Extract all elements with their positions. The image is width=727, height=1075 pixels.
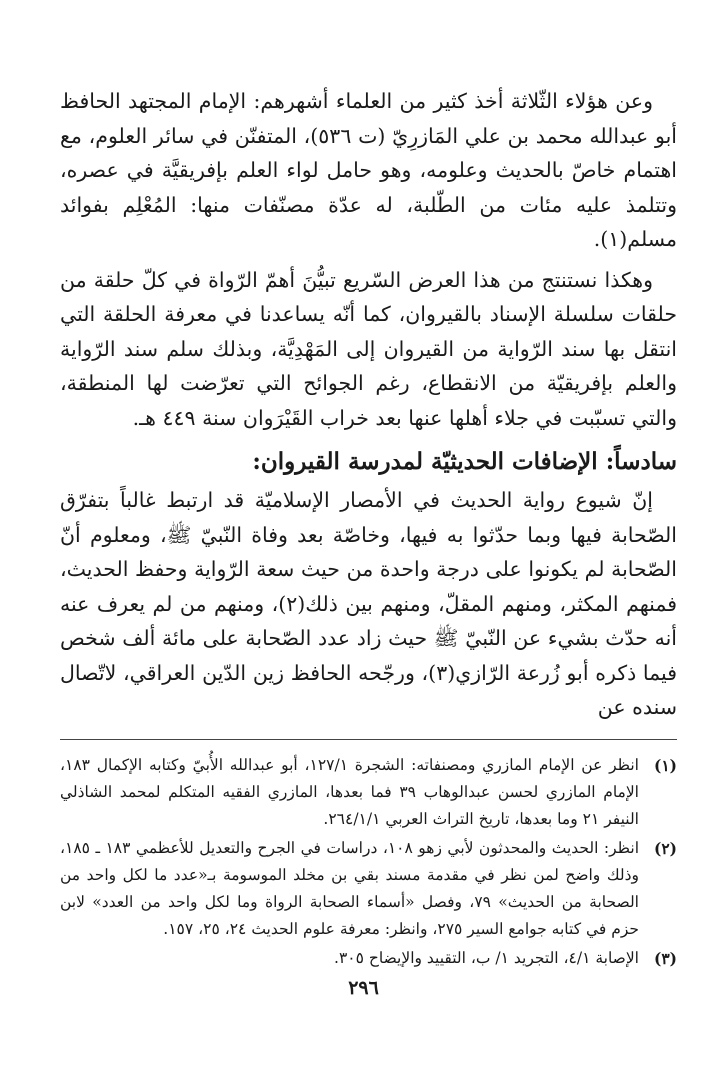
footnote-text: انظر: الحديث والمحدثون لأبي زهو ١٠٨، دراسات في الجرح والتعديل للأعظمي ١٨٣ ـ ١٨٥، وذلك واضح لمن نظر في مقدمة مسند بقي بن مخلد الموسومة بـ«عدد ما لكل واحد من الصحابة من الحديث» ٧٩، وفصل «أسماء الصحابة الرواة وما لكل واحد من العدد» لابن حزم في كتابه جوامع السير ٢٧٥، وانظر: معرفة علوم الحديث ٢٤، ٢٥، ١٥٧. <box>60 838 639 938</box>
paragraph-2: وهكذا نستنتج من هذا العرض السّريع تبيُّنَ أهمّ الرّواة في كلّ حلقة من حلقات سلسلة الإسناد بالقيروان، كما أنّه يساعدنا في معرفة الحلقة التي انتقل بها سند الرّواية من القيروان إلى المَهْدِيَّة، وبذلك سلم سند الرّواية والعلم بإفريقيّة من الانقطاع، رغم الجوائح التي تعرّضت لها المنطقة، والتي تسبّبت في جلاء أهلها عنها بعد خراب القَيْرَوان سنة ٤٤٩ هـ. <box>60 267 677 430</box>
footnote-marker: (١) <box>653 755 677 775</box>
page-number: ٢٩٦ <box>348 977 379 999</box>
footnote-2 <box>60 835 677 943</box>
footnote-3 <box>60 945 677 972</box>
footnote-marker: (٢) <box>653 838 677 858</box>
footnote-1 <box>60 752 677 833</box>
page-body <box>60 84 677 974</box>
section-heading: سادساً: الإضافات الحديثيّة لمدرسة القيروان: <box>252 448 677 475</box>
footnote-marker: (٣) <box>653 948 677 968</box>
footnotes <box>60 739 677 972</box>
footnote-text: انظر عن الإمام المازري ومصنفاته: الشجرة ١٢٧/١، أبو عبدالله الأُبيّ وكتابه الإكمال ١٨٣، الإمام المازري لحسن عبدالوهاب ٣٩ فما بعدها، المازري الفقيه المتكلم لمحمد الشاذلي النيفر ٢١ وما بعدها، تاريخ التراث العربي ٢٦٤/١/١. <box>60 755 639 828</box>
paragraph-1: وعن هؤلاء الثّلاثة أخذ كثير من العلماء أشهرهم: الإمام المجتهد الحافظ أبو عبدالله محمد بن علي المَازرِيّ (ت ٥٣٦)، المتفنّن في سائر العلوم، مع اهتمام خاصّ بالحديث وعلومه، وهو حامل لواء العلم بإفريقيَّة في عصره، وتتلمذ عليه مئات من الطّلبة، له عدّة مصنّفات منها: المُعْلِم بفوائد مسلم(١). <box>60 89 677 251</box>
footnote-text: الإصابة ٤/١، التجريد ١/ ب، التقييد والإيضاح ٣٠٥. <box>334 948 639 967</box>
paragraph-3: إنّ شيوع رواية الحديث في الأمصار الإسلاميّة قد ارتبط غالباً بتفرّق الصّحابة فيها وبما حدّثوا به فيها، وخاصّة بعد وفاة النّبيّ ﷺ، ومعلوم أنّ الصّحابة لم يكونوا على درجة واحدة من حيث سعة الرّواية وحفظ الحديث، فمنهم المكثر، ومنهم المقلّ، ومنهم بين ذلك(٢)، ومنهم من لم يعرف عنه أنه حدّث بشيء عن النّبيّ ﷺ حيث زاد عدد الصّحابة على مائة ألف شخص فيما ذكره أبو زُرعة الرّازي(٣)، ورجّحه الحافظ زين الدّين العراقي، لاتّصال سنده عن <box>60 488 678 719</box>
